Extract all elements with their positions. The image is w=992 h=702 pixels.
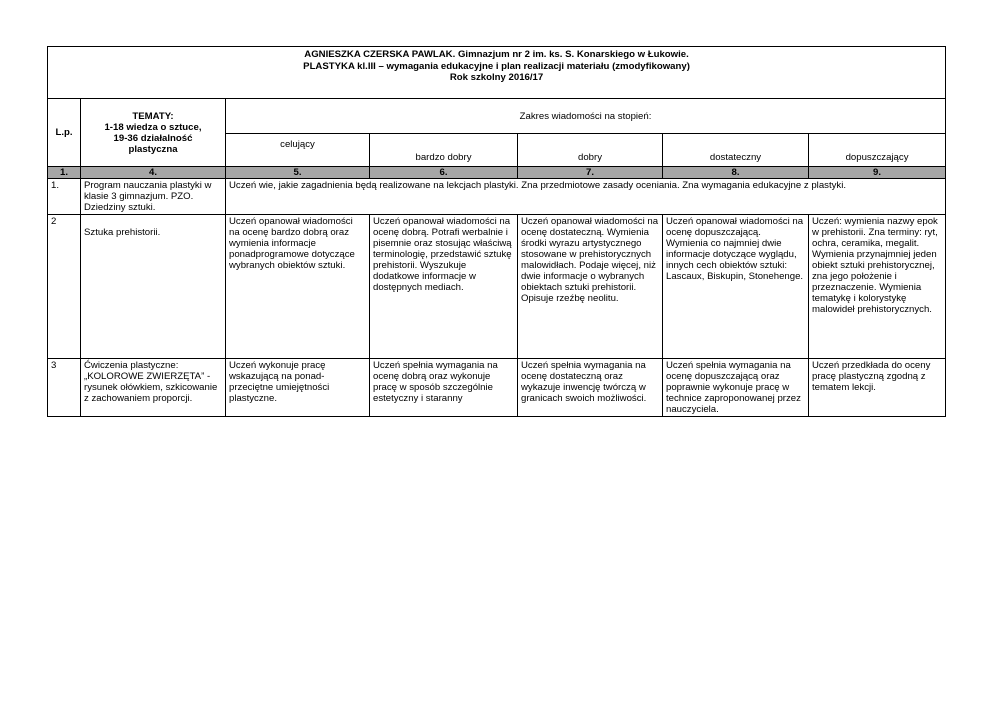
title-row xyxy=(48,47,946,99)
topics-header xyxy=(81,99,226,167)
requirements-table xyxy=(47,46,946,417)
column-number: 6. xyxy=(370,167,518,179)
table-row xyxy=(48,215,946,359)
row-topic: Sztuka prehistorii. xyxy=(81,215,226,359)
cell-celujacy: Uczeń opanował wiadomości na ocenę bardzo dobrą oraz wymienia informacje ponadprogramowe dotyczące wybranych obiektów sztuki. xyxy=(226,215,370,359)
table-row xyxy=(48,359,946,417)
topics-header-line-3: 19-36 działalność xyxy=(113,132,193,144)
header-row-1 xyxy=(48,99,946,134)
topics-header-line-2: 1-18 wiedza o sztuce, xyxy=(104,121,202,133)
title-line-3: Rok szkolny 2016/17 xyxy=(449,72,544,83)
row-number: 3 xyxy=(48,359,81,417)
grade-header-celujacy: celujący xyxy=(226,134,370,167)
grade-header-dobry: dobry xyxy=(518,134,663,167)
column-number: 7. xyxy=(518,167,663,179)
row-number: 2 xyxy=(48,215,81,359)
row-topic: Program nauczania plastyki w klasie 3 gimnazjum. PZO. Dziedziny sztuki. xyxy=(81,179,226,215)
cell-dobry: Uczeń opanował wiadomości na ocenę dostateczną. Wymienia środki wyrazu artystycznego stosowane w prehistorycznych malowidłach. Podaje więcej, niż dwie informacje o wybranych obiektach sztuki prehistorii. Opisuje rzeźbę neolitu. xyxy=(518,215,663,359)
grade-header-dostateczny: dostateczny xyxy=(663,134,809,167)
column-number: 8. xyxy=(663,167,809,179)
table-row xyxy=(48,179,946,215)
title-line-1: AGNIESZKA CZERSKA PAWLAK. Gimnazjum nr 2 im. ks. S. Konarskiego w Łukowie. xyxy=(304,49,689,60)
row-topic: Ćwiczenia plastyczne: „KOLOROWE ZWIERZĘTA” - rysunek ołówkiem, szkicowanie z zachowaniem proporcji. xyxy=(81,359,226,417)
cell-dobry: Uczeń spełnia wymagania na ocenę dostateczną oraz wykazuje inwencję twórczą w granicach swoich możliwości. xyxy=(518,359,663,417)
column-number: 5. xyxy=(226,167,370,179)
cell-dopuszczajacy: Uczeń: wymienia nazwy epok w prehistorii. Zna terminy: ryt, ochra, ceramika, megalit. Wymienia przynajmniej jeden obiekt sztuki prehistorycznej, zna jego położenie i przeznaczenie. Wymienia tematykę i kolorystykę malowideł prehistorycznych. xyxy=(809,215,946,359)
title-line-2: PLASTYKA kl.III – wymagania edukacyjne i plan realizacji materiału (zmodyfikowany) xyxy=(303,60,690,72)
document-title xyxy=(48,47,946,99)
cell-bardzo-dobry: Uczeń spełnia wymagania na ocenę dobrą oraz wykonuje pracę w sposób szczególnie estetyczny i staranny xyxy=(370,359,518,417)
topics-header-line-1: TEMATY: xyxy=(132,110,174,122)
column-number: 4. xyxy=(81,167,226,179)
range-header: Zakres wiadomości na stopień: xyxy=(226,99,946,134)
lp-header: L.p. xyxy=(48,99,81,167)
topics-header-line-4: plastyczna xyxy=(128,143,178,155)
cell-bardzo-dobry: Uczeń opanował wiadomości na ocenę dobrą. Potrafi werbalnie i pisemnie oraz stosując właściwą terminologię, przedstawić sztukę prehistorii. Wyszukuje dodatkowe informacje w dostępnych mediach. xyxy=(370,215,518,359)
cell-dopuszczajacy: Uczeń przedkłada do oceny pracę plastyczną zgodną z tematem lekcji. xyxy=(809,359,946,417)
cell-celujacy: Uczeń wykonuje pracę wskazującą na ponad-przeciętne umiejętności plastyczne. xyxy=(226,359,370,417)
column-number: 9. xyxy=(809,167,946,179)
grade-header-bardzo-dobry: bardzo dobry xyxy=(370,134,518,167)
column-number-row xyxy=(48,167,946,179)
cell-dostateczny: Uczeń spełnia wymagania na ocenę dopuszczającą oraz poprawnie wykonuje pracę w technice zaproponowanej przez nauczyciela. xyxy=(663,359,809,417)
row-number: 1. xyxy=(48,179,81,215)
row-merged-description: Uczeń wie, jakie zagadnienia będą realizowane na lekcjach plastyki. Zna przedmiotowe zasady oceniania. Zna wymagania edukacyjne z plastyki. xyxy=(226,179,946,215)
cell-dostateczny: Uczeń opanował wiadomości na ocenę dopuszczającą. Wymienia co najmniej dwie informacje dotyczące wyglądu, innych cech obiektów sztuki: Lascaux, Biskupin, Stonehenge. xyxy=(663,215,809,359)
grade-header-dopuszczajacy: dopuszczający xyxy=(809,134,946,167)
column-number: 1. xyxy=(48,167,81,179)
